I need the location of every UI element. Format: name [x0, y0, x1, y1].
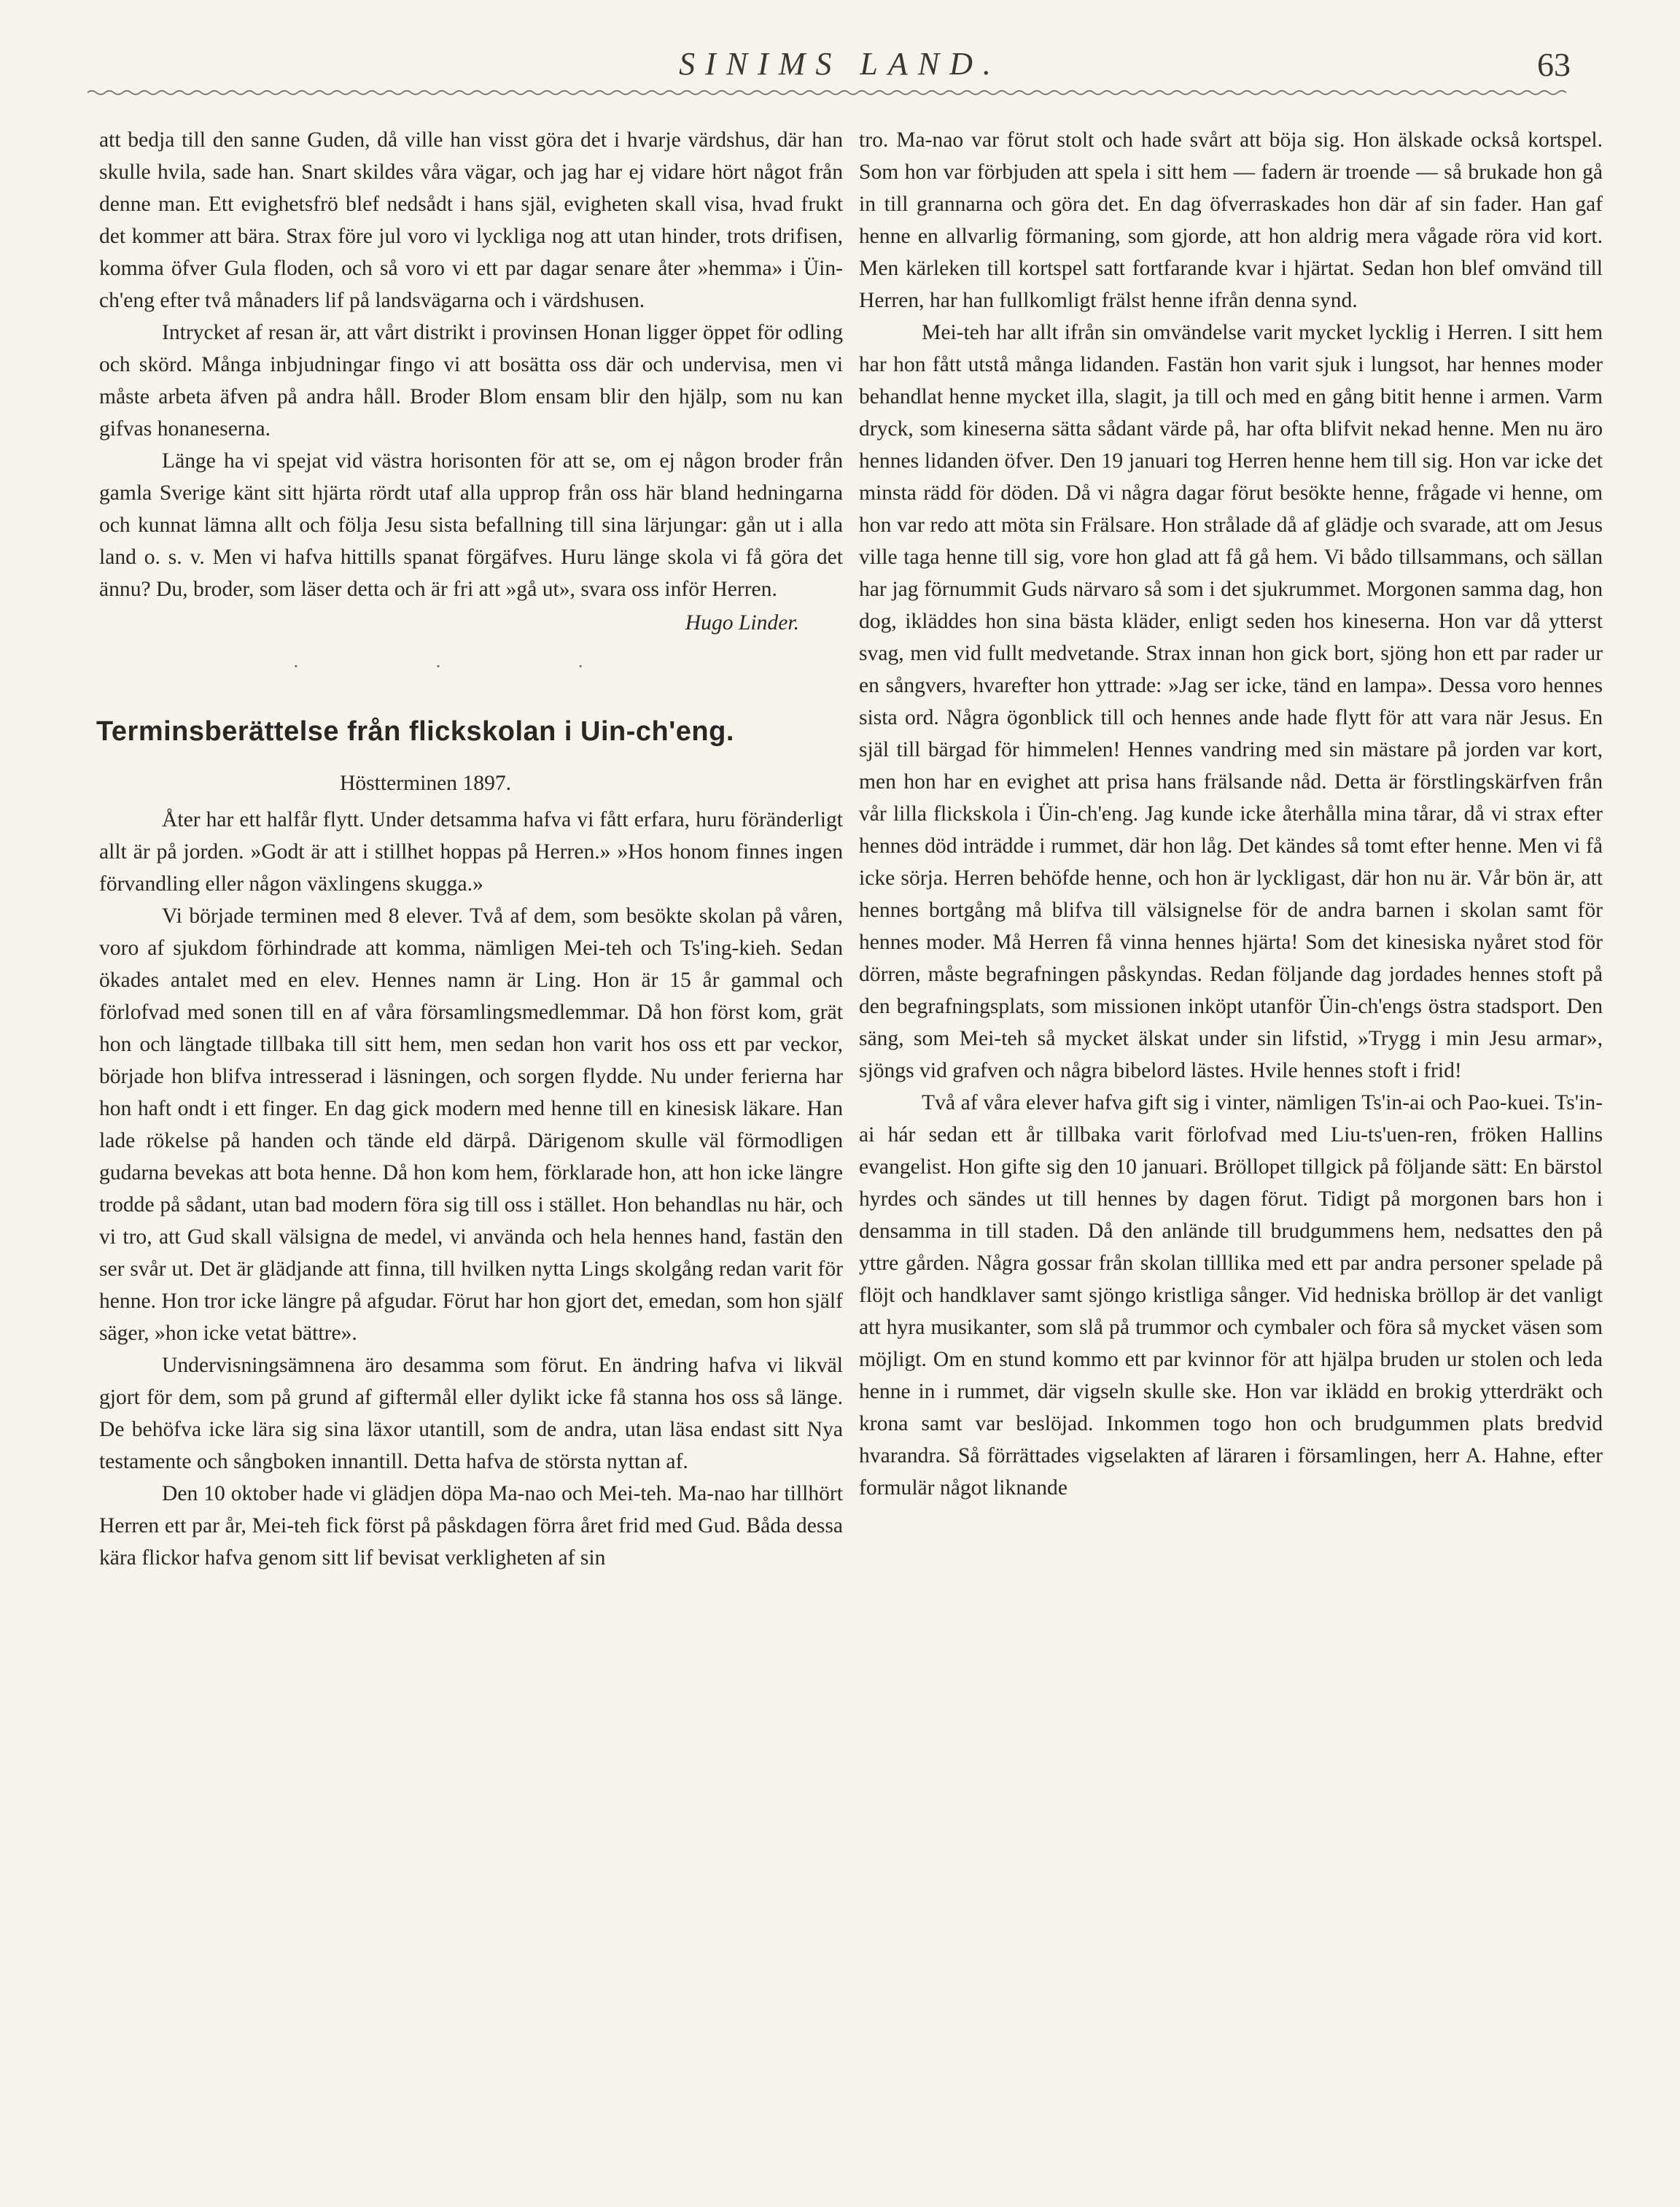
left-column: [96, 124, 843, 1574]
wavy-rule: [88, 88, 1571, 98]
section-title: Terminsberättelse från flickskolan i Uin-ch'eng.: [96, 716, 734, 747]
paragraph: Mei-teh har allt ifrån sin omvändelse varit mycket lycklig i Herren. I sitt hem har hon fått utstå många lidanden. Fastän hon varit sjuk i lungsot, har hennes moder behandlat henne mycket illa, slagit, ja till och med en gång bitit henne i armen. Varm dryck, som kineserna sätta sådant värde på, har ofta blifvit nekad henne. Men nu äro hennes lidanden öfver. Den 19 januari tog Herren henne hem till sig. Hon var icke det minsta rädd för döden. Då vi några dagar förut besökte henne, frågade vi henne, om hon var redo att möta sin Frälsare. Hon strålade då af glädje och svarade, att om Jesus ville taga henne till sig, vore hon glad att få gå hem. Vi bådo tillsammans, och sällan har jag förnummit Guds närvaro så som i det sjukrummet. Morgonen samma dag, hon dog, ikläddes hon sina bästa kläder, enligt seden hos kineserna. Hon var då ytterst svag, men vid fullt medvetande. Strax innan hon gick bort, sjöng hon ett par rader ur en sångvers, hvarefter hon yttrade: »Jag ser icke, tänd en lampa». Dessa voro hennes sista ord. Några ögonblick till och hennes ande hade flytt för att vara när Jesus. En själ till bärgad för himmelen! Hennes vandring med sin mästare på jorden var kort, men hon har en evighet att prisa hans frälsande nåd. Detta är förstlingskärfven från vår lilla flickskola i Üin-ch'eng. Jag kunde icke återhålla mina tårar, då vi strax efter hennes död inträdde i rummet, där hon låg. Det kändes så tomt efter henne. Men vi få icke sörja. Herren behöfde henne, och hon är lyckligast, där hon nu är. Vår bön är, att hennes bortgång må blifva till välsignelse för de andra barnen i skolan samt för hennes moder. Må Herren få vinna hennes hjärta! Som det kinesiska nyåret stod för dörren, måste begrafningen påskyndas. Redan följande dag jordades hennes stoft på den begrafningsplats, som missionen inköpt utanför Üin-ch'engs östra stadsport. Den säng, som Mei-teh så mycket älskat under sin lifstid, »Trygg i min Jesu armar», sjöngs vid grafven och några bibelord lästes. Hvile hennes stoft i frid!: [859, 321, 1603, 1082]
right-column: [859, 124, 1603, 1504]
paragraph: Vi började terminen med 8 elever. Två af dem, som besökte skolan på våren, voro af sjukdom förhindrade att komma, nämligen Mei-teh och Ts'ing-kieh. Sedan ökades antalet med en elev. Hennes namn är Ling. Hon är 15 år gammal och förlofvad med sonen till en af våra församlingsmedlemmar. Då hon först kom, grät hon och längtade tillbaka till sitt hem, men sedan hon varit hos oss ett par veckor, började hon blifva intresserad i läsningen, och sorgen flydde. Nu under ferierna har hon haft ondt i ett finger. En dag gick modern med henne till en kinesisk läkare. Han lade rökelse på handen och tände eld därpå. Därigenom skulle väl förmodligen gudarna bevekas att bota henne. Då hon kom hem, förklarade hon, att hon icke längre trodde på sådant, utan bad modern föra sig till oss i stället. Hon behandlas nu här, och vi tro, att Gud skall välsigna de medel, vi använda och hela hennes hand, fastän den ser svår ut. Det är glädjande att finna, till hvilken nytta Lings skolgång redan varit för henne. Hon tror icke längre på afgudar. Förut har hon gjort det, emedan, som hon själf säger, »hon icke vetat bättre».: [99, 904, 843, 1345]
section-subheading: Höstterminen 1897.: [340, 772, 512, 795]
paragraph: tro. Ma-nao var förut stolt och hade svårt att böja sig. Hon älskade också kortspel. Som hon var förbjuden att spela i sitt hem — fadern är troende — så brukade hon gå in till grannarna och göra det. En dag öfverraskades hon där af sin fader. Han gaf henne en allvarlig förmaning, som gjorde, att hon aldrig mera vågade röra vid kort. Men kärleken till kortspel satt fortfarande kvar i hjärtat. Sedan hon blef omvänd till Herren, har han fullkomligt frälst henne ifrån denna synd.: [859, 128, 1603, 312]
paragraph: Länge ha vi spejat vid västra horisonten för att se, om ej någon broder från gamla Sverige känt sitt hjärta rördt utaf alla upprop från oss här bland hedningarna och kunnat lämna allt och följa Jesu sista befallning till sina lärjungar: gån ut i alla land o. s. v. Men vi hafva hittills spanat förgäfves. Huru länge skola vi få göra det ännu? Du, broder, som läser detta och är fri att »gå ut», svara oss inför Herren.: [99, 449, 843, 601]
paragraph: Intrycket af resan är, att vårt distrikt i provinsen Honan ligger öppet för odling och skörd. Många inbjudningar fingo vi att bosätta oss där och undervisa, men vi måste arbeta äfven på andra håll. Broder Blom ensam blir den hjälp, som nu kan gifvas honaneserna.: [99, 321, 843, 441]
page-number: 63: [1537, 46, 1571, 83]
signature: Hugo Linder.: [685, 611, 799, 635]
running-head: [0, 45, 1680, 89]
paragraph: Den 10 oktober hade vi glädjen döpa Ma-nao och Mei-teh. Ma-nao har tillhört Herren ett par år, Mei-teh fick först på påskdagen förra året frid med Gud. Båda dessa kära flickor hafva genom sitt lif bevisat verkligheten af sin: [99, 1482, 843, 1570]
running-title: SINIMS LAND.: [679, 46, 1001, 82]
paragraph: Undervisningsämnena äro desamma som förut. En ändring hafva vi likväl gjort för dem, som på grund af giftermål eller dylikt icke få stanna hos oss så länge. De behöfva icke lära sig sina läxor utantill, som de andra, utan läsa endast sitt Nya testamente och sångboken innantill. Detta hafva de största nyttan af.: [99, 1354, 843, 1473]
paragraph: att bedja till den sanne Guden, då ville han visst göra det i hvarje värdshus, där han skulle hvila, sade han. Snart skildes våra vägar, och jag har ej vidare hört något från denne man. Ett evighetsfrö blef nedsådt i hans själ, evigheten skall visa, hvad frukt det kommer att bära. Strax före jul voro vi lyckliga nog att utan hinder, trots drifisen, komma öfver Gula floden, och så voro vi ett par dagar senare åter »hemma» i Üin-ch'eng efter två månaders lif på landsvägarna och i värdshusen.: [99, 128, 843, 312]
section-divider: · · ·: [292, 656, 650, 677]
paragraph: Två af våra elever hafva gift sig i vinter, nämligen Ts'in-ai och Pao-kuei. Ts'in-ai hár sedan ett år tillbaka varit förlofvad med Liu-ts'uen-ren, fröken Hallins evangelist. Hon gifte sig den 10 januari. Bröllopet tillgick på följande sätt: En bärstol hyrdes och sändes ut till hennes by dagen förut. Tidigt på morgonen bars hon i densamma in till staden. Då den anlände till brudgummens hem, nedsattes den på yttre gården. Några gossar från skolan tilllika med ett par andra personer spelade på flöjt och handklaver samt sjöngo kristliga sånger. Vid hedniska bröllop är det vanligt att hyra musikanter, som slå på trummor och cymbaler och föra så mycket väsen som möjligt. Om en stund kommo ett par kvinnor för att hjälpa bruden ur stolen och leda henne in i rummet, där vigseln skulle ske. Hon var iklädd en brokig ytterdräkt och krona samt var beslöjad. Inkommen togo hon och brudgummen plats bredvid hvarandra. Så förrättades vigselakten af läraren i församlingen, herr A. Hahne, efter formulär något liknande: [859, 1091, 1603, 1500]
paragraph: Åter har ett halfår flytt. Under detsamma hafva vi fått erfara, huru föränderligt allt är på jorden. »Godt är att i stillhet hoppas på Herren.» »Hos honom finnes ingen förvandling eller någon växlingens skugga.»: [99, 808, 843, 896]
